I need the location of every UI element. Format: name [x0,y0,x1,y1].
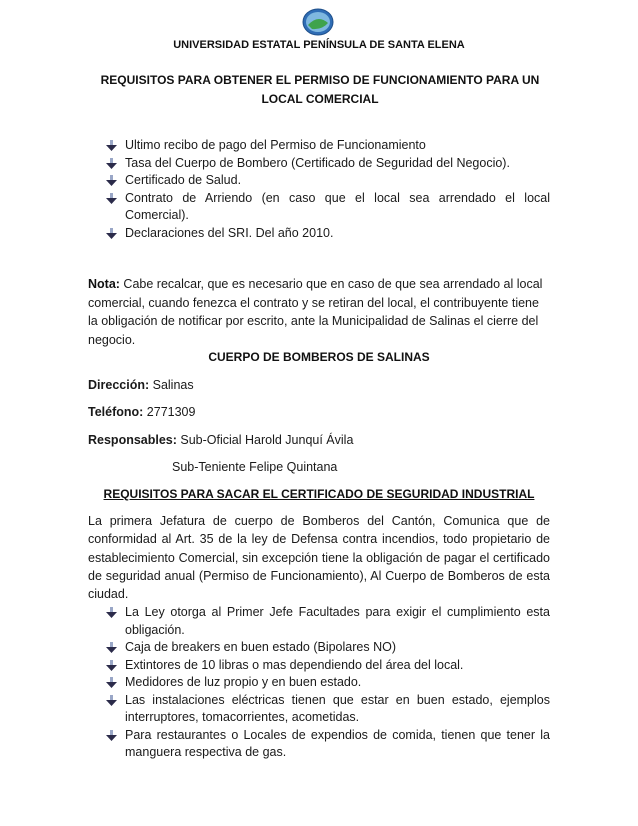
note-label: Nota: [88,277,120,291]
requirement-text: Ultimo recibo de pago del Permiso de Funcionamiento [125,138,426,152]
down-arrow-bullet-icon [105,730,118,742]
down-arrow-bullet-icon [105,607,118,619]
list-item [105,727,550,762]
down-arrow-bullet-icon [105,193,118,205]
responsable-1: Sub-Oficial Harold Junquí Ávila [176,433,354,447]
down-arrow-bullet-icon [105,228,118,240]
list-item [105,155,550,173]
requirements-list [105,137,550,242]
address-line [88,378,194,392]
requirement-text: Para restaurantes o Locales de expendios de comida, tienen que tener la manguera respectiva de gas. [125,727,550,759]
phone-line [88,405,195,419]
page-title: REQUISITOS PARA OBTENER EL PERMISO DE FUNCIONAMIENTO PARA UN LOCAL COMERCIAL [100,73,540,106]
responsable-2: Sub-Teniente Felipe Quintana [172,460,338,474]
responsables-line [88,433,353,447]
list-item [105,190,550,225]
requirement-text: Tasa del Cuerpo de Bombero (Certificado de Seguridad del Negocio). [125,155,510,170]
university-name: UNIVERSIDAD ESTATAL PENÍNSULA DE SANTA ELENA [173,39,465,51]
address-value: Salinas [149,378,194,392]
responsables-label: Responsables: [88,433,177,447]
requirement-text: Las instalaciones eléctricas tienen que estar en buen estado, ejemplos interruptores, tomacorrientes, acometidas. [125,692,550,724]
requirement-text: Contrato de Arriendo (en caso que el local sea arrendado el local Comercial). [125,190,550,222]
address-label: Dirección: [88,378,150,392]
requirement-text: Caja de breakers en buen estado (Bipolares NO) [125,640,396,654]
down-arrow-bullet-icon [105,158,118,170]
university-seal-icon [302,8,334,36]
down-arrow-bullet-icon [105,677,118,689]
requirement-text: La Ley otorga al Primer Jefe Facultades para exigir el cumplimiento esta obligación. [125,605,550,637]
list-item [105,639,550,657]
down-arrow-bullet-icon [105,695,118,707]
list-item [105,225,550,243]
list-item [105,604,550,639]
down-arrow-bullet-icon [105,660,118,672]
requirement-text: Certificado de Salud. [125,173,242,187]
industrial-requirements-list [105,604,550,762]
requirement-text: Extintores de 10 libras o mas dependiendo del área del local. [125,657,464,672]
phone-label: Teléfono: [88,405,144,419]
list-item [105,674,550,692]
list-item [105,692,550,727]
fire-department-heading: CUERPO DE BOMBEROS DE SALINAS [208,350,430,364]
list-item [105,172,550,190]
note-paragraph [88,275,550,349]
requirement-text: Declaraciones del SRI. Del año 2010. [125,225,334,240]
industrial-heading: REQUISITOS PARA SACAR EL CERTIFICADO DE SEGURIDAD INDUSTRIAL [103,487,535,501]
phone-value: 2771309 [143,405,196,419]
industrial-intro: La primera Jefatura de cuerpo de Bomberos del Cantón, Comunica que de conformidad al Art. 35 de la ley de Defensa contra incendios, todo propietario de establecimiento Comercial, sin excepción tiene la obligación de pagar el certificado de seguridad anual (Permiso de Funcionamiento), Al Cuerpo de Bomberos de esta ciudad. [88,514,550,602]
down-arrow-bullet-icon [105,175,118,187]
list-item [105,137,550,155]
list-item [105,657,550,675]
down-arrow-bullet-icon [105,140,118,152]
note-text: Cabe recalcar, que es necesario que en caso de que sea arrendado al local comercial, cuando fenezca el contrato y se retiran del local, el contribuyente tiene la obligación de notificar por escrito, ante la Municipalidad de Salinas el cierre del negocio. [88,277,543,347]
down-arrow-bullet-icon [105,642,118,654]
requirement-text: Medidores de luz propio y en buen estado. [125,675,362,689]
